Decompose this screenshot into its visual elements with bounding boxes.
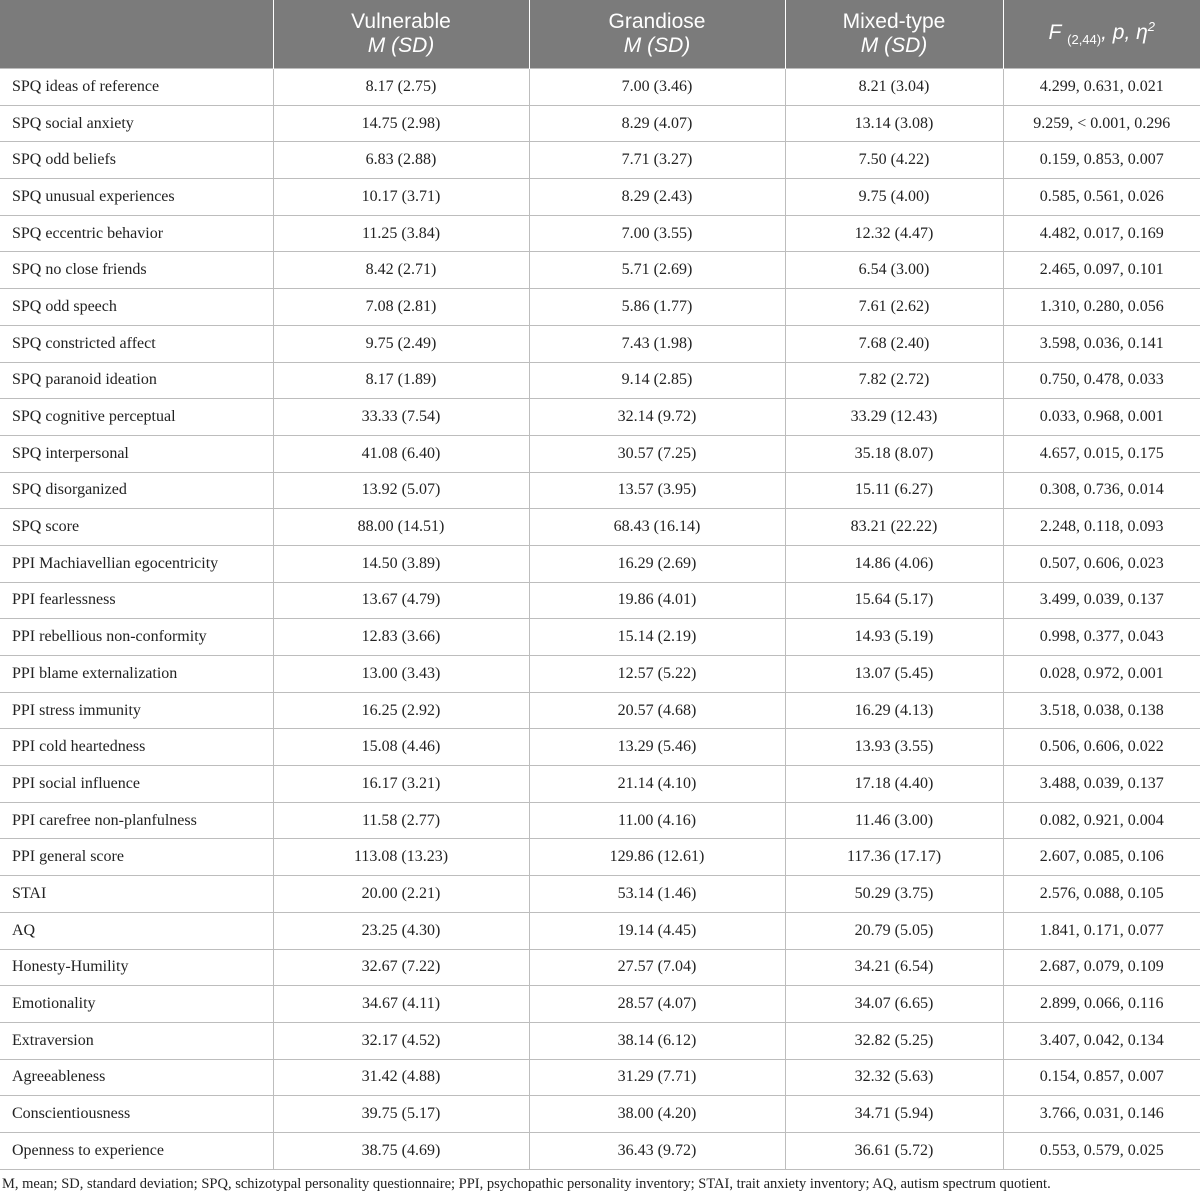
- row-label: Agreeableness: [0, 1059, 273, 1096]
- header-vulnerable-sub: M (SD): [367, 34, 435, 57]
- cell-mixed: 7.82 (2.72): [785, 362, 1003, 399]
- table-row: [0, 766, 1200, 803]
- cell-stats: 3.488, 0.039, 0.137: [1003, 766, 1200, 803]
- header-grandiose: [529, 0, 785, 69]
- table-row: [0, 179, 1200, 216]
- row-label: SPQ disorganized: [0, 472, 273, 509]
- row-label: SPQ odd speech: [0, 289, 273, 326]
- row-label: SPQ eccentric behavior: [0, 215, 273, 252]
- cell-grandiose: 9.14 (2.85): [529, 362, 785, 399]
- row-label: PPI social influence: [0, 766, 273, 803]
- table-row: [0, 252, 1200, 289]
- cell-mixed: 34.07 (6.65): [785, 986, 1003, 1023]
- row-label: Extraversion: [0, 1022, 273, 1059]
- row-label: Conscientiousness: [0, 1096, 273, 1133]
- cell-grandiose: 13.29 (5.46): [529, 729, 785, 766]
- cell-stats: 3.407, 0.042, 0.134: [1003, 1022, 1200, 1059]
- row-label: Openness to experience: [0, 1132, 273, 1169]
- table-row: [0, 142, 1200, 179]
- cell-stats: 1.310, 0.280, 0.056: [1003, 289, 1200, 326]
- cell-grandiose: 5.86 (1.77): [529, 289, 785, 326]
- row-label: PPI rebellious non-conformity: [0, 619, 273, 656]
- table-row: [0, 362, 1200, 399]
- row-label: Honesty-Humility: [0, 949, 273, 986]
- cell-grandiose: 38.14 (6.12): [529, 1022, 785, 1059]
- cell-mixed: 16.29 (4.13): [785, 692, 1003, 729]
- cell-vulnerable: 13.00 (3.43): [273, 656, 529, 693]
- row-label: SPQ score: [0, 509, 273, 546]
- cell-stats: 3.766, 0.031, 0.146: [1003, 1096, 1200, 1133]
- cell-vulnerable: 14.75 (2.98): [273, 105, 529, 142]
- row-label: AQ: [0, 912, 273, 949]
- row-label: SPQ odd beliefs: [0, 142, 273, 179]
- table-row: [0, 325, 1200, 362]
- cell-grandiose: 19.86 (4.01): [529, 582, 785, 619]
- cell-vulnerable: 13.92 (5.07): [273, 472, 529, 509]
- cell-vulnerable: 13.67 (4.79): [273, 582, 529, 619]
- cell-vulnerable: 38.75 (4.69): [273, 1132, 529, 1169]
- cell-mixed: 20.79 (5.05): [785, 912, 1003, 949]
- header-grandiose-sub: M (SD): [623, 34, 691, 57]
- cell-stats: 0.998, 0.377, 0.043: [1003, 619, 1200, 656]
- cell-grandiose: 13.57 (3.95): [529, 472, 785, 509]
- cell-vulnerable: 7.08 (2.81): [273, 289, 529, 326]
- cell-vulnerable: 8.42 (2.71): [273, 252, 529, 289]
- cell-stats: 0.585, 0.561, 0.026: [1003, 179, 1200, 216]
- row-label: STAI: [0, 876, 273, 913]
- cell-stats: 2.607, 0.085, 0.106: [1003, 839, 1200, 876]
- cell-vulnerable: 32.67 (7.22): [273, 949, 529, 986]
- header-mixed: [785, 0, 1003, 69]
- cell-stats: 0.506, 0.606, 0.022: [1003, 729, 1200, 766]
- row-label: SPQ unusual experiences: [0, 179, 273, 216]
- header-vulnerable-title: Vulnerable: [351, 10, 451, 33]
- cell-stats: 0.308, 0.736, 0.014: [1003, 472, 1200, 509]
- table-row: [0, 509, 1200, 546]
- cell-stats: 2.576, 0.088, 0.105: [1003, 876, 1200, 913]
- row-label: SPQ interpersonal: [0, 435, 273, 472]
- table-row: [0, 619, 1200, 656]
- table-header: [0, 0, 1200, 69]
- cell-grandiose: 20.57 (4.68): [529, 692, 785, 729]
- cell-vulnerable: 16.25 (2.92): [273, 692, 529, 729]
- cell-vulnerable: 11.58 (2.77): [273, 802, 529, 839]
- cell-vulnerable: 8.17 (2.75): [273, 69, 529, 106]
- cell-vulnerable: 11.25 (3.84): [273, 215, 529, 252]
- table-body: [0, 69, 1200, 1170]
- cell-mixed: 7.50 (4.22): [785, 142, 1003, 179]
- cell-vulnerable: 12.83 (3.66): [273, 619, 529, 656]
- cell-vulnerable: 34.67 (4.11): [273, 986, 529, 1023]
- cell-stats: 0.507, 0.606, 0.023: [1003, 545, 1200, 582]
- header-row: [0, 0, 1200, 69]
- table-footnote: M, mean; SD, standard deviation; SPQ, schizotypal personality questionnaire; PPI, psychopathic personality inventory; STAI, trait anxiety inventory; AQ, autism spectrum quotient.: [2, 1176, 1051, 1192]
- table-row: [0, 435, 1200, 472]
- cell-stats: 0.159, 0.853, 0.007: [1003, 142, 1200, 179]
- cell-vulnerable: 15.08 (4.46): [273, 729, 529, 766]
- cell-mixed: 34.21 (6.54): [785, 949, 1003, 986]
- cell-mixed: 15.11 (6.27): [785, 472, 1003, 509]
- cell-vulnerable: 9.75 (2.49): [273, 325, 529, 362]
- cell-grandiose: 38.00 (4.20): [529, 1096, 785, 1133]
- cell-grandiose: 12.57 (5.22): [529, 656, 785, 693]
- row-label: PPI blame externalization: [0, 656, 273, 693]
- table-row: [0, 729, 1200, 766]
- cell-mixed: 13.07 (5.45): [785, 656, 1003, 693]
- cell-grandiose: 68.43 (16.14): [529, 509, 785, 546]
- cell-stats: 2.687, 0.079, 0.109: [1003, 949, 1200, 986]
- cell-grandiose: 11.00 (4.16): [529, 802, 785, 839]
- cell-grandiose: 19.14 (4.45): [529, 912, 785, 949]
- table-row: [0, 656, 1200, 693]
- cell-stats: 9.259, < 0.001, 0.296: [1003, 105, 1200, 142]
- cell-grandiose: 8.29 (2.43): [529, 179, 785, 216]
- cell-grandiose: 30.57 (7.25): [529, 435, 785, 472]
- cell-grandiose: 36.43 (9.72): [529, 1132, 785, 1169]
- table-row: [0, 1059, 1200, 1096]
- row-label: Emotionality: [0, 986, 273, 1023]
- cell-vulnerable: 20.00 (2.21): [273, 876, 529, 913]
- table-row: [0, 949, 1200, 986]
- table-row: [0, 986, 1200, 1023]
- cell-mixed: 7.61 (2.62): [785, 289, 1003, 326]
- cell-mixed: 34.71 (5.94): [785, 1096, 1003, 1133]
- cell-mixed: 83.21 (22.22): [785, 509, 1003, 546]
- cell-mixed: 6.54 (3.00): [785, 252, 1003, 289]
- table-row: [0, 69, 1200, 106]
- cell-stats: 4.482, 0.017, 0.169: [1003, 215, 1200, 252]
- cell-grandiose: 31.29 (7.71): [529, 1059, 785, 1096]
- header-stats-F: F: [1048, 21, 1062, 45]
- cell-mixed: 12.32 (4.47): [785, 215, 1003, 252]
- header-stats: [1003, 0, 1200, 69]
- cell-mixed: 13.93 (3.55): [785, 729, 1003, 766]
- table-row: [0, 1022, 1200, 1059]
- cell-mixed: 8.21 (3.04): [785, 69, 1003, 106]
- cell-stats: 3.499, 0.039, 0.137: [1003, 582, 1200, 619]
- cell-vulnerable: 31.42 (4.88): [273, 1059, 529, 1096]
- cell-vulnerable: 39.75 (5.17): [273, 1096, 529, 1133]
- table-row: [0, 1096, 1200, 1133]
- row-label: SPQ cognitive perceptual: [0, 399, 273, 436]
- cell-stats: 0.028, 0.972, 0.001: [1003, 656, 1200, 693]
- cell-grandiose: 129.86 (12.61): [529, 839, 785, 876]
- cell-vulnerable: 10.17 (3.71): [273, 179, 529, 216]
- cell-mixed: 13.14 (3.08): [785, 105, 1003, 142]
- row-label: SPQ ideas of reference: [0, 69, 273, 106]
- cell-grandiose: 7.43 (1.98): [529, 325, 785, 362]
- row-label: SPQ constricted affect: [0, 325, 273, 362]
- header-stats-sup: 2: [1147, 19, 1156, 35]
- cell-mixed: 33.29 (12.43): [785, 399, 1003, 436]
- cell-stats: 0.154, 0.857, 0.007: [1003, 1059, 1200, 1096]
- row-label: SPQ no close friends: [0, 252, 273, 289]
- row-label: PPI Machiavellian egocentricity: [0, 545, 273, 582]
- cell-stats: 0.033, 0.968, 0.001: [1003, 399, 1200, 436]
- cell-mixed: 9.75 (4.00): [785, 179, 1003, 216]
- table-row: [0, 802, 1200, 839]
- row-label: PPI stress immunity: [0, 692, 273, 729]
- header-stats-rest: , p, η: [1101, 21, 1148, 45]
- cell-grandiose: 27.57 (7.04): [529, 949, 785, 986]
- row-label: SPQ social anxiety: [0, 105, 273, 142]
- table-row: [0, 839, 1200, 876]
- header-stats-df: (2,44): [1067, 32, 1102, 48]
- cell-stats: 4.657, 0.015, 0.175: [1003, 435, 1200, 472]
- table-row: [0, 582, 1200, 619]
- cell-vulnerable: 6.83 (2.88): [273, 142, 529, 179]
- cell-mixed: 32.32 (5.63): [785, 1059, 1003, 1096]
- table-row: [0, 1132, 1200, 1169]
- table-row: [0, 912, 1200, 949]
- cell-stats: 0.553, 0.579, 0.025: [1003, 1132, 1200, 1169]
- row-label: PPI general score: [0, 839, 273, 876]
- header-vulnerable: [273, 0, 529, 69]
- header-measure: [0, 0, 273, 69]
- cell-stats: 0.750, 0.478, 0.033: [1003, 362, 1200, 399]
- cell-mixed: 11.46 (3.00): [785, 802, 1003, 839]
- cell-grandiose: 7.00 (3.46): [529, 69, 785, 106]
- cell-mixed: 17.18 (4.40): [785, 766, 1003, 803]
- row-label: PPI fearlessness: [0, 582, 273, 619]
- cell-stats: 2.899, 0.066, 0.116: [1003, 986, 1200, 1023]
- cell-vulnerable: 113.08 (13.23): [273, 839, 529, 876]
- cell-grandiose: 32.14 (9.72): [529, 399, 785, 436]
- cell-grandiose: 15.14 (2.19): [529, 619, 785, 656]
- cell-grandiose: 16.29 (2.69): [529, 545, 785, 582]
- table-row: [0, 399, 1200, 436]
- row-label: PPI cold heartedness: [0, 729, 273, 766]
- row-label: SPQ paranoid ideation: [0, 362, 273, 399]
- cell-vulnerable: 33.33 (7.54): [273, 399, 529, 436]
- cell-mixed: 14.93 (5.19): [785, 619, 1003, 656]
- cell-vulnerable: 16.17 (3.21): [273, 766, 529, 803]
- row-label: PPI carefree non-planfulness: [0, 802, 273, 839]
- cell-stats: 3.518, 0.038, 0.138: [1003, 692, 1200, 729]
- cell-mixed: 35.18 (8.07): [785, 435, 1003, 472]
- table-row: [0, 692, 1200, 729]
- cell-vulnerable: 14.50 (3.89): [273, 545, 529, 582]
- cell-vulnerable: 41.08 (6.40): [273, 435, 529, 472]
- cell-grandiose: 53.14 (1.46): [529, 876, 785, 913]
- cell-grandiose: 8.29 (4.07): [529, 105, 785, 142]
- cell-grandiose: 7.71 (3.27): [529, 142, 785, 179]
- cell-vulnerable: 8.17 (1.89): [273, 362, 529, 399]
- cell-stats: 3.598, 0.036, 0.141: [1003, 325, 1200, 362]
- table-row: [0, 289, 1200, 326]
- cell-grandiose: 21.14 (4.10): [529, 766, 785, 803]
- table-row: [0, 472, 1200, 509]
- cell-stats: 4.299, 0.631, 0.021: [1003, 69, 1200, 106]
- table-row: [0, 105, 1200, 142]
- header-mixed-title: Mixed-type: [842, 10, 946, 33]
- header-mixed-sub: M (SD): [860, 34, 928, 57]
- cell-mixed: 117.36 (17.17): [785, 839, 1003, 876]
- cell-stats: 0.082, 0.921, 0.004: [1003, 802, 1200, 839]
- cell-vulnerable: 88.00 (14.51): [273, 509, 529, 546]
- cell-grandiose: 7.00 (3.55): [529, 215, 785, 252]
- table-row: [0, 545, 1200, 582]
- cell-vulnerable: 23.25 (4.30): [273, 912, 529, 949]
- cell-stats: 2.465, 0.097, 0.101: [1003, 252, 1200, 289]
- cell-stats: 2.248, 0.118, 0.093: [1003, 509, 1200, 546]
- cell-mixed: 32.82 (5.25): [785, 1022, 1003, 1059]
- cell-mixed: 7.68 (2.40): [785, 325, 1003, 362]
- cell-mixed: 15.64 (5.17): [785, 582, 1003, 619]
- cell-grandiose: 5.71 (2.69): [529, 252, 785, 289]
- header-grandiose-title: Grandiose: [608, 10, 706, 33]
- cell-stats: 1.841, 0.171, 0.077: [1003, 912, 1200, 949]
- cell-grandiose: 28.57 (4.07): [529, 986, 785, 1023]
- cell-vulnerable: 32.17 (4.52): [273, 1022, 529, 1059]
- table-row: [0, 215, 1200, 252]
- cell-mixed: 50.29 (3.75): [785, 876, 1003, 913]
- table-row: [0, 876, 1200, 913]
- cell-mixed: 36.61 (5.72): [785, 1132, 1003, 1169]
- cell-mixed: 14.86 (4.06): [785, 545, 1003, 582]
